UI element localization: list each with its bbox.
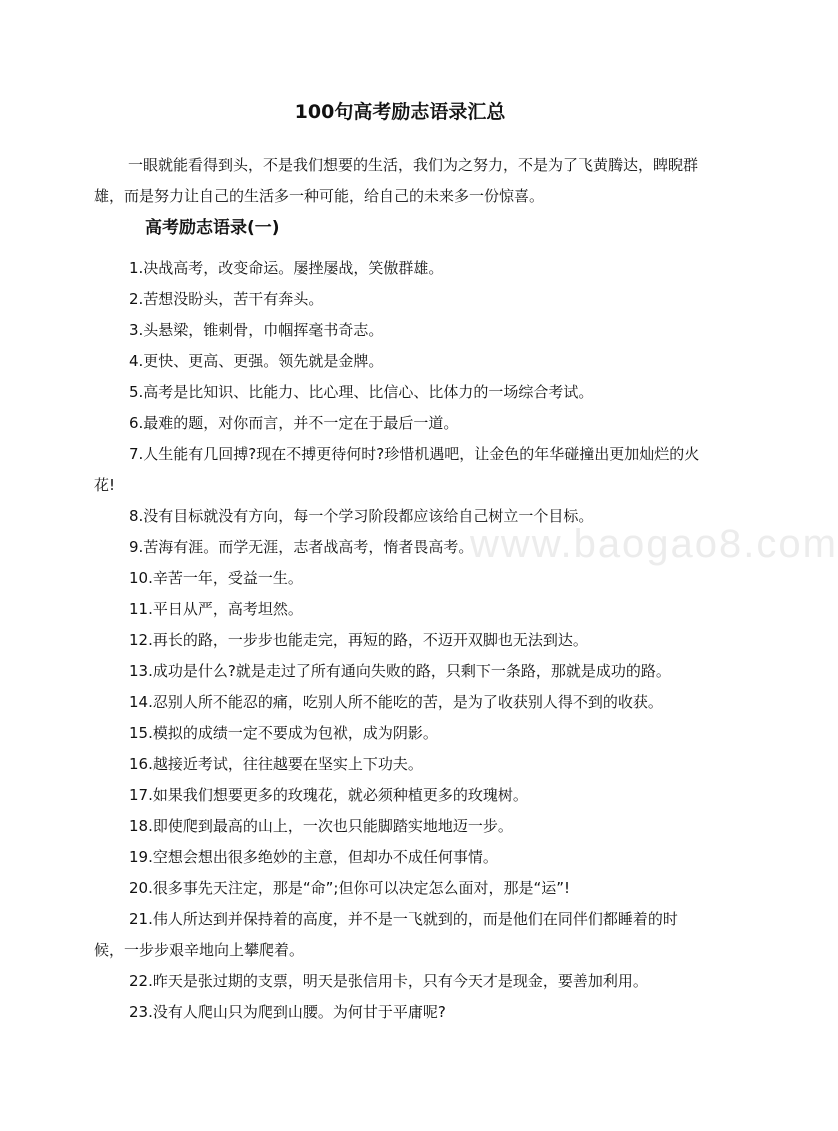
quote-item: 11.平日从严，高考坦然。 [129, 600, 303, 618]
quote-item: 22.昨天是张过期的支票，明天是张信用卡，只有今天才是现金，要善加利用。 [129, 972, 648, 990]
quote-item: 1.决战高考，改变命运。屡挫屡战，笑傲群雄。 [129, 259, 444, 277]
quote-item: 3.头悬梁，锥刺骨，巾帼挥毫书奇志。 [129, 321, 384, 339]
quote-item: 18.即使爬到最高的山上，一次也只能脚踏实地地迈一步。 [129, 817, 513, 835]
watermark: www.baogao8.com [470, 522, 838, 566]
quote-item: 12.再长的路，一步步也能走完，再短的路，不迈开双脚也无法到达。 [129, 631, 588, 649]
quote-list [94, 253, 704, 1028]
quote-item: 9.苦海有涯。而学无涯，志者战高考，惰者畏高考。 [129, 538, 474, 556]
quote-item: 10.辛苦一年，受益一生。 [129, 569, 303, 587]
quote-item: 4.更快、更高、更强。领先就是金牌。 [129, 352, 384, 370]
quote-item: 23.没有人爬山只为爬到山腰。为何甘于平庸呢? [129, 1003, 446, 1021]
quote-item: 7.人生能有几回搏?现在不搏更待何时?珍惜机遇吧，让金色的年华碰撞出更加灿烂的火花! [94, 445, 700, 494]
quote-item: 8.没有目标就没有方向，每一个学习阶段都应该给自己树立一个目标。 [129, 507, 594, 525]
intro-paragraph: 一眼就能看得到头，不是我们想要的生活，我们为之努力，不是为了飞黄腾达，睥睨群雄，而是努力让自己的生活多一种可能，给自己的未来多一份惊喜。 [94, 156, 699, 205]
quote-item: 17.如果我们想要更多的玫瑰花，就必须种植更多的玫瑰树。 [129, 786, 528, 804]
quote-item: 5.高考是比知识、比能力、比心理、比信心、比体力的一场综合考试。 [129, 383, 594, 401]
quote-item: 16.越接近考试，往往越要在坚实上下功夫。 [129, 755, 423, 773]
quote-item: 14.忍别人所不能忍的痛，吃别人所不能吃的苦，是为了收获别人得不到的收获。 [129, 693, 663, 711]
quote-item: 6.最难的题，对你而言，并不一定在于最后一道。 [129, 414, 459, 432]
page-title: 100句高考励志语录汇总 [294, 101, 506, 123]
quote-item: 20.很多事先天注定，那是“命”;但你可以决定怎么面对，那是“运”! [129, 879, 571, 897]
quote-item: 15.模拟的成绩一定不要成为包袱，成为阴影。 [129, 724, 438, 742]
quote-item: 19.空想会想出很多绝妙的主意，但却办不成任何事情。 [129, 848, 498, 866]
quote-item: 2.苦想没盼头，苦干有奔头。 [129, 290, 324, 308]
quote-item: 21.伟人所达到并保持着的高度，并不是一飞就到的，而是他们在同伴们都睡着的时候，一步步艰辛地向上攀爬着。 [94, 910, 678, 959]
quote-item: 13.成功是什么?就是走过了所有通向失败的路，只剩下一条路，那就是成功的路。 [129, 662, 671, 680]
section-heading: 高考励志语录(一) [145, 218, 280, 238]
